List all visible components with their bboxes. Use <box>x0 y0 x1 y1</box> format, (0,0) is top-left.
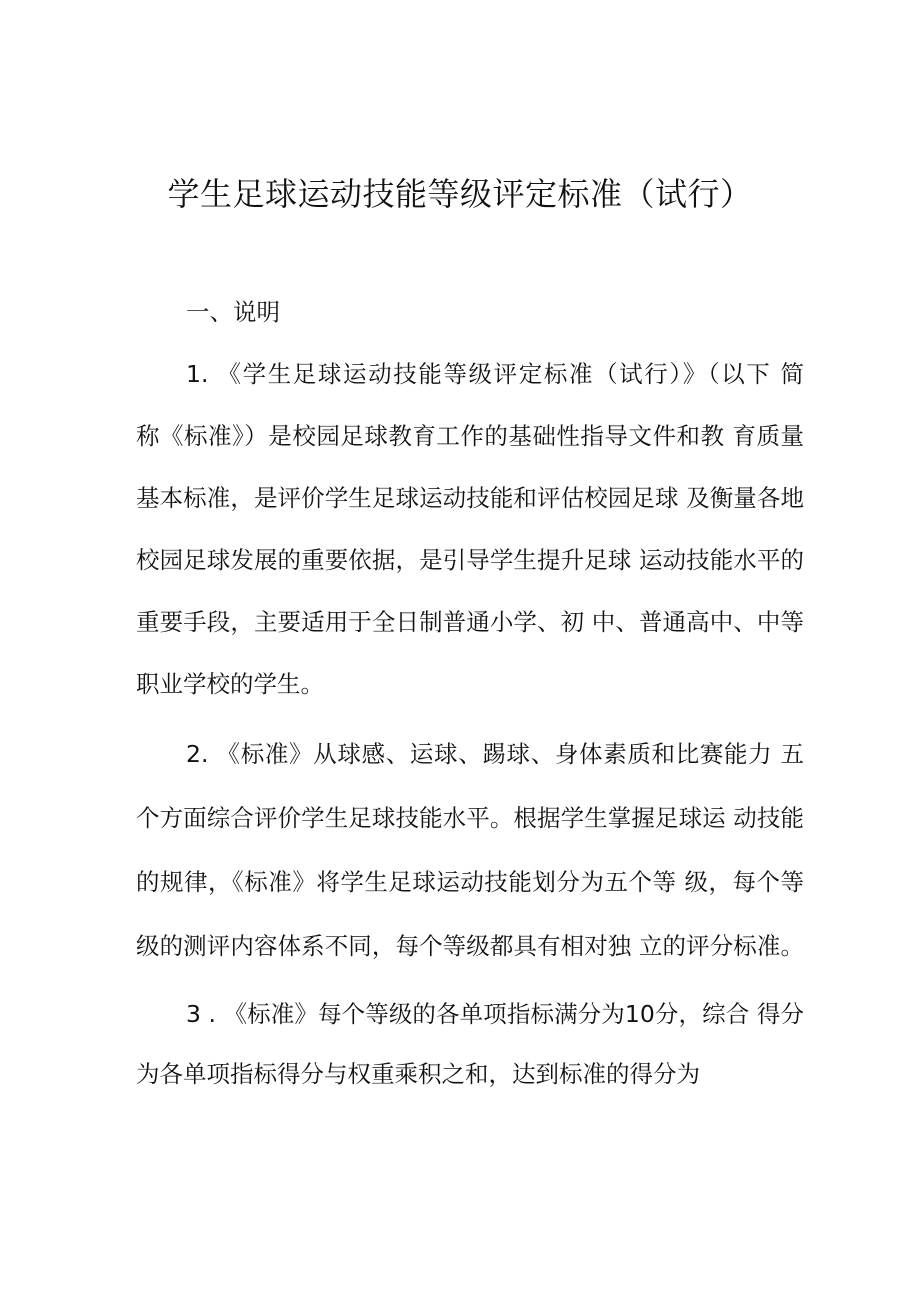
paragraph-1-line-3: 基本标准，是评价学生足球运动技能和评估校园足球 及衡量各地 <box>136 484 804 512</box>
paragraph-1-line-6: 职业学校的学生。 <box>136 670 324 698</box>
paragraph-1-line-1: 1. 《学生足球运动技能等级评定标准（试行）》（以下 简 <box>186 360 804 388</box>
section-heading: 一、说明 <box>186 298 280 326</box>
paragraph-2-line-3: 的规律，《标准》将学生足球运动技能划分为五个等 级，每个等 <box>136 868 804 896</box>
paragraph-1-line-4: 校园足球发展的重要依据，是引导学生提升足球 运动技能水平的 <box>136 546 804 574</box>
paragraph-2-line-1: 2. 《标准》从球感、运球、踢球、身体素质和比赛能力 五 <box>186 740 804 768</box>
page-title: 学生足球运动技能等级评定标准（试行） <box>167 175 753 213</box>
paragraph-2-line-2: 个方面综合评价学生足球技能水平。根据学生掌握足球运 动技能 <box>136 804 804 832</box>
paragraph-1-line-2: 称《标准》）是校园足球教育工作的基础性指导文件和教 育质量 <box>136 422 804 450</box>
paragraph-3-line-1: 3 . 《标准》每个等级的各单项指标满分为10分，综合 得分 <box>186 1000 804 1028</box>
paragraph-2-line-4: 级的测评内容体系不同，每个等级都具有相对独 立的评分标准。 <box>136 932 804 960</box>
paragraph-3-line-2: 为各单项指标得分与权重乘积之和，达到标准的得分为 <box>136 1060 700 1088</box>
paragraph-1-line-5: 重要手段，主要适用于全日制普通小学、初 中、普通高中、中等 <box>136 608 804 636</box>
